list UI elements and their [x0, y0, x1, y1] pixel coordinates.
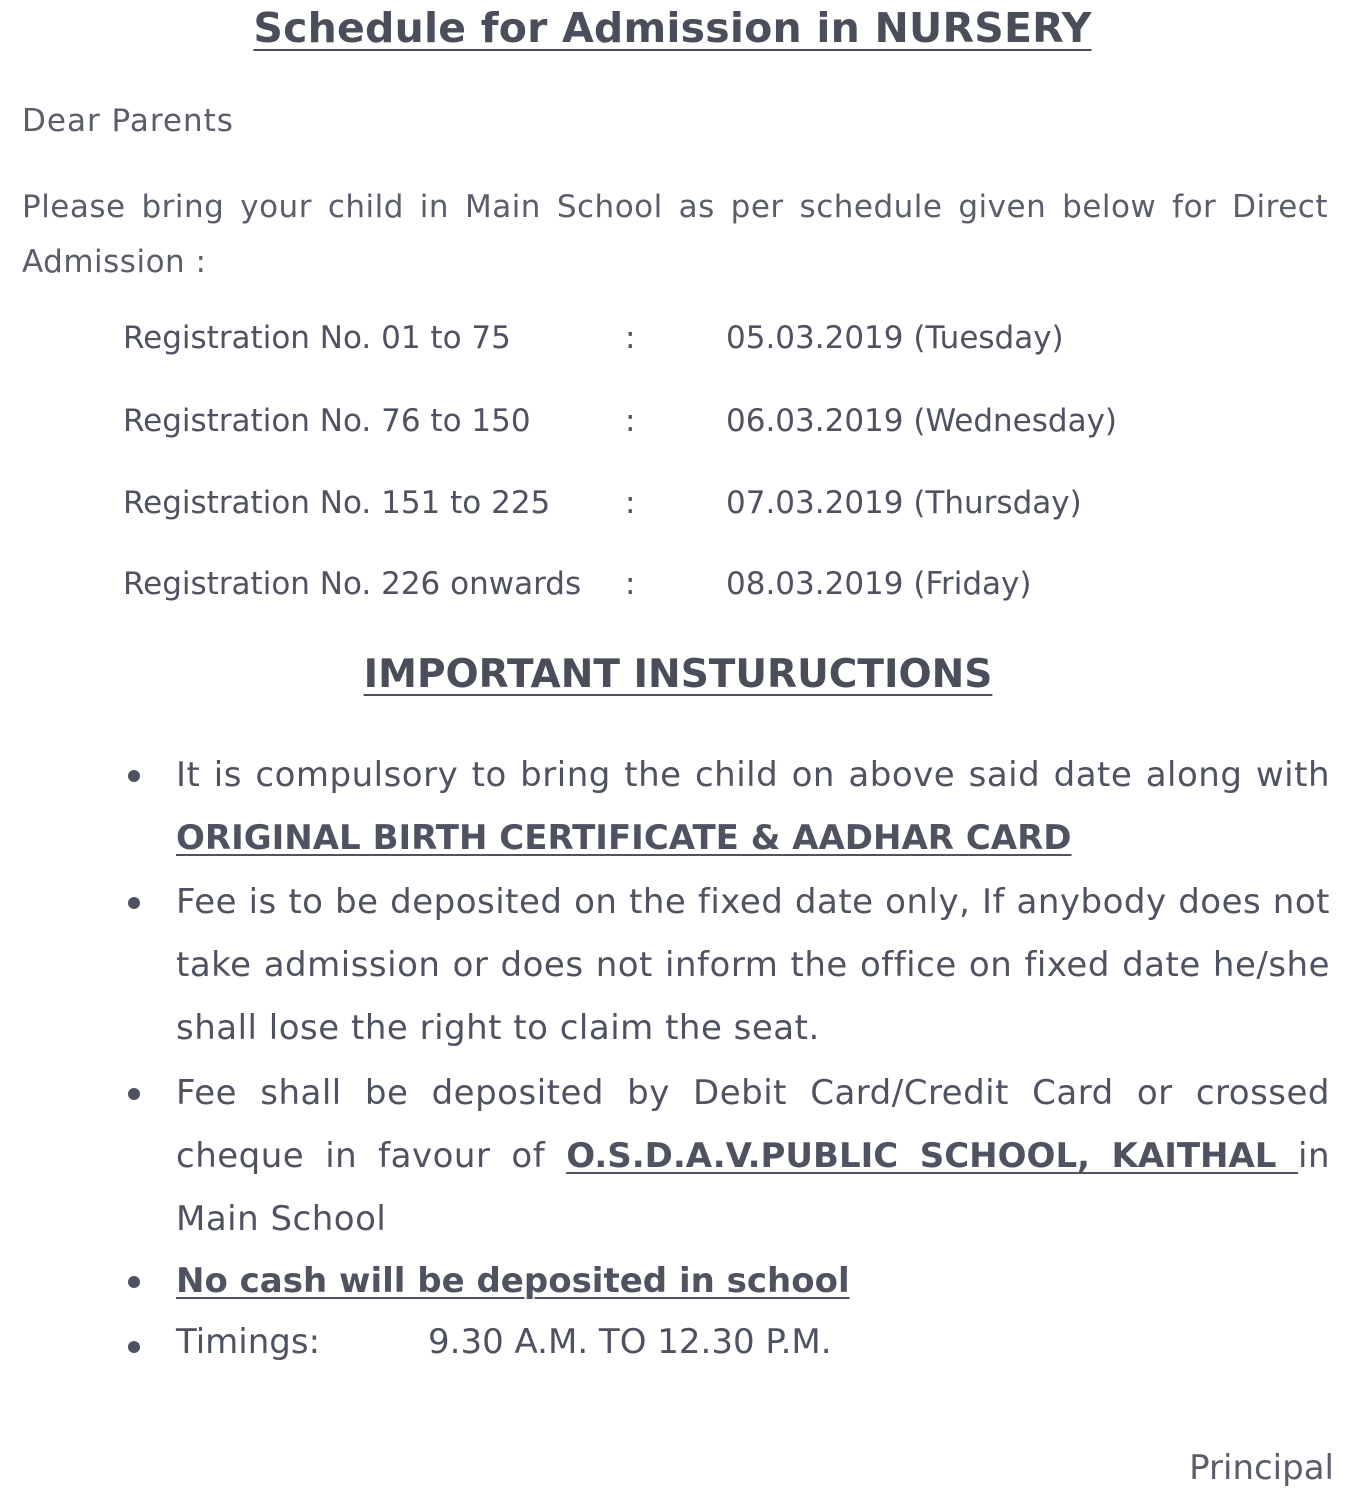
instruction-text: Fee shall be deposited by Debit Card/Credit Card or crossed cheque in favour of: [176, 1073, 1330, 1176]
bullet-icon: [128, 897, 140, 909]
separator: :: [625, 320, 636, 356]
admission-date: 08.03.2019 (Friday): [726, 566, 1032, 602]
instruction-text: Fee is to be deposited on the fixed date only, If anybody does not take admission or does not inform the office on fixed date he/she shall lose the right to claim the seat.: [176, 882, 1330, 1048]
registration-range: Registration No. 151 to 225: [123, 485, 551, 521]
instruction-item: No cash will be deposited in school: [176, 1261, 850, 1301]
salutation: Dear Parents: [22, 103, 234, 139]
registration-range: Registration No. 226 onwards: [123, 566, 582, 602]
instruction-item: [176, 1062, 1330, 1251]
timings-value: 9.30 A.M. TO 12.30 P.M.: [428, 1322, 832, 1362]
registration-range: Registration No. 01 to 75: [123, 320, 511, 356]
timings-label: Timings:: [176, 1322, 321, 1362]
instruction-item: [176, 744, 1330, 870]
separator: :: [625, 485, 636, 521]
school-name-emphasis: O.S.D.A.V.PUBLIC SCHOOL, KAITHAL: [566, 1136, 1298, 1176]
bullet-icon: [128, 1276, 140, 1288]
bullet-icon: [128, 1088, 140, 1100]
intro-paragraph: Please bring your child in Main School as per schedule given below for Direct Admission :: [22, 189, 1328, 280]
admission-date: 05.03.2019 (Tuesday): [726, 320, 1064, 356]
bullet-icon: [128, 1341, 140, 1353]
instructions-heading: IMPORTANT INSTURUCTIONS: [363, 652, 993, 697]
separator: :: [625, 566, 636, 602]
signature: Principal: [1189, 1448, 1334, 1488]
instruction-emphasis: ORIGINAL BIRTH CERTIFICATE & AADHAR CARD: [176, 818, 1072, 858]
instruction-text: in Main School: [176, 1136, 1330, 1239]
admission-date: 06.03.2019 (Wednesday): [726, 403, 1118, 439]
instruction-text: It is compulsory to bring the child on above said date along with: [176, 755, 1330, 795]
registration-range: Registration No. 76 to 150: [123, 403, 531, 439]
instruction-item: [176, 871, 1330, 1060]
bullet-icon: [128, 770, 140, 782]
separator: :: [625, 403, 636, 439]
admission-date: 07.03.2019 (Thursday): [726, 485, 1082, 521]
document-title: Schedule for Admission in NURSERY: [253, 4, 1092, 52]
